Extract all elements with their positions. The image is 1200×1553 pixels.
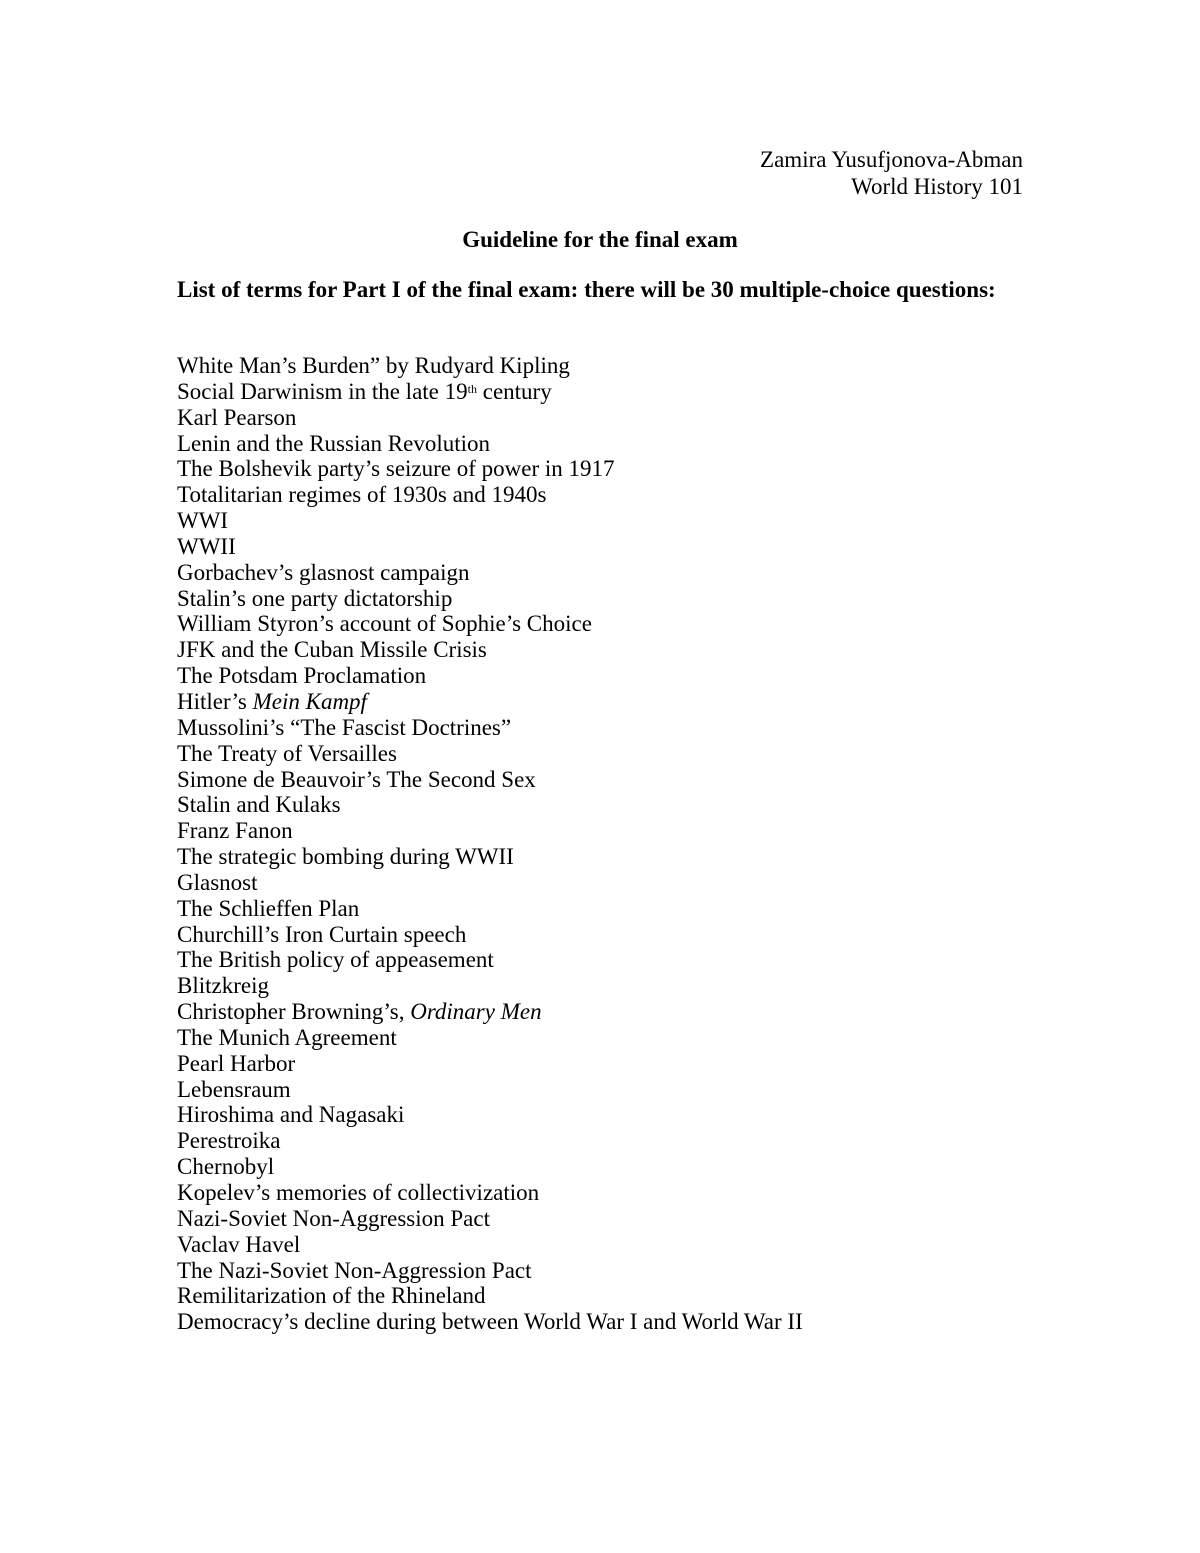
- term-item: The Treaty of Versailles: [177, 740, 397, 766]
- term-text-tail: century: [476, 378, 552, 404]
- term-item: Nazi-Soviet Non-Aggression Pact: [177, 1205, 490, 1231]
- term-item: [177, 689, 803, 715]
- course-name: World History 101: [851, 174, 1023, 199]
- term-item: Blitzkreig: [177, 973, 269, 999]
- term-book-title: Ordinary Men: [410, 999, 542, 1025]
- term-item: Simone de Beauvoir’s The Second Sex: [177, 766, 536, 792]
- term-item: Vaclav Havel: [177, 1231, 301, 1257]
- terms-list: [177, 353, 803, 1335]
- term-item: [177, 999, 803, 1025]
- term-item: Perestroika: [177, 1128, 281, 1154]
- term-item: Totalitarian regimes of 1930s and 1940s: [177, 482, 547, 508]
- term-item: The Potsdam Proclamation: [177, 663, 427, 689]
- author-name: Zamira Yusufjonova-Abman: [760, 147, 1023, 172]
- term-item: The Bolshevik party’s seizure of power in 1917: [177, 456, 615, 482]
- term-item: Lenin and the Russian Revolution: [177, 430, 491, 456]
- term-item: The strategic bombing during WWII: [177, 844, 514, 870]
- term-item: Gorbachev’s glasnost campaign: [177, 559, 470, 585]
- term-item: Glasnost: [177, 869, 258, 895]
- term-item: Stalin and Kulaks: [177, 792, 341, 818]
- term-item: Democracy’s decline during between World War I and World War II: [177, 1309, 803, 1335]
- term-item: William Styron’s account of Sophie’s Choice: [177, 611, 592, 637]
- term-item: [177, 379, 803, 405]
- term-book-title: Mein Kampf: [252, 688, 367, 714]
- term-item: Churchill’s Iron Curtain speech: [177, 921, 467, 947]
- term-item: Franz Fanon: [177, 818, 293, 844]
- term-item: Chernobyl: [177, 1154, 275, 1180]
- term-item: Kopelev’s memories of collectivization: [177, 1180, 540, 1205]
- term-item: The British policy of appeasement: [177, 947, 494, 973]
- term-item: JFK and the Cuban Missile Crisis: [177, 637, 487, 663]
- term-item: WWII: [177, 533, 236, 559]
- term-item: Remilitarization of the Rhineland: [177, 1283, 486, 1309]
- page-title: Guideline for the final exam: [462, 227, 738, 252]
- term-text: Christopher Browning’s,: [177, 999, 411, 1025]
- term-item: Stalin’s one party dictatorship: [177, 585, 453, 611]
- term-item: White Man’s Burden” by Rudyard Kipling: [177, 353, 570, 378]
- term-item: Mussolini’s “The Fascist Doctrines”: [177, 714, 512, 740]
- term-text: Hitler’s: [177, 688, 253, 714]
- term-item: Lebensraum: [177, 1076, 291, 1102]
- term-item: Hiroshima and Nagasaki: [177, 1102, 405, 1128]
- term-item: The Munich Agreement: [177, 1024, 397, 1050]
- term-item: The Schlieffen Plan: [177, 895, 360, 921]
- term-text: Social Darwinism in the late 19: [177, 378, 468, 404]
- term-item: Pearl Harbor: [177, 1050, 296, 1076]
- term-item: Karl Pearson: [177, 404, 297, 430]
- term-superscript: th: [467, 381, 477, 396]
- term-item: WWI: [177, 508, 229, 534]
- header-block: [760, 146, 1023, 200]
- intro-text: List of terms for Part I of the final exam: there will be 30 multiple-choice questions:: [177, 277, 996, 302]
- term-item: The Nazi-Soviet Non-Aggression Pact: [177, 1257, 532, 1283]
